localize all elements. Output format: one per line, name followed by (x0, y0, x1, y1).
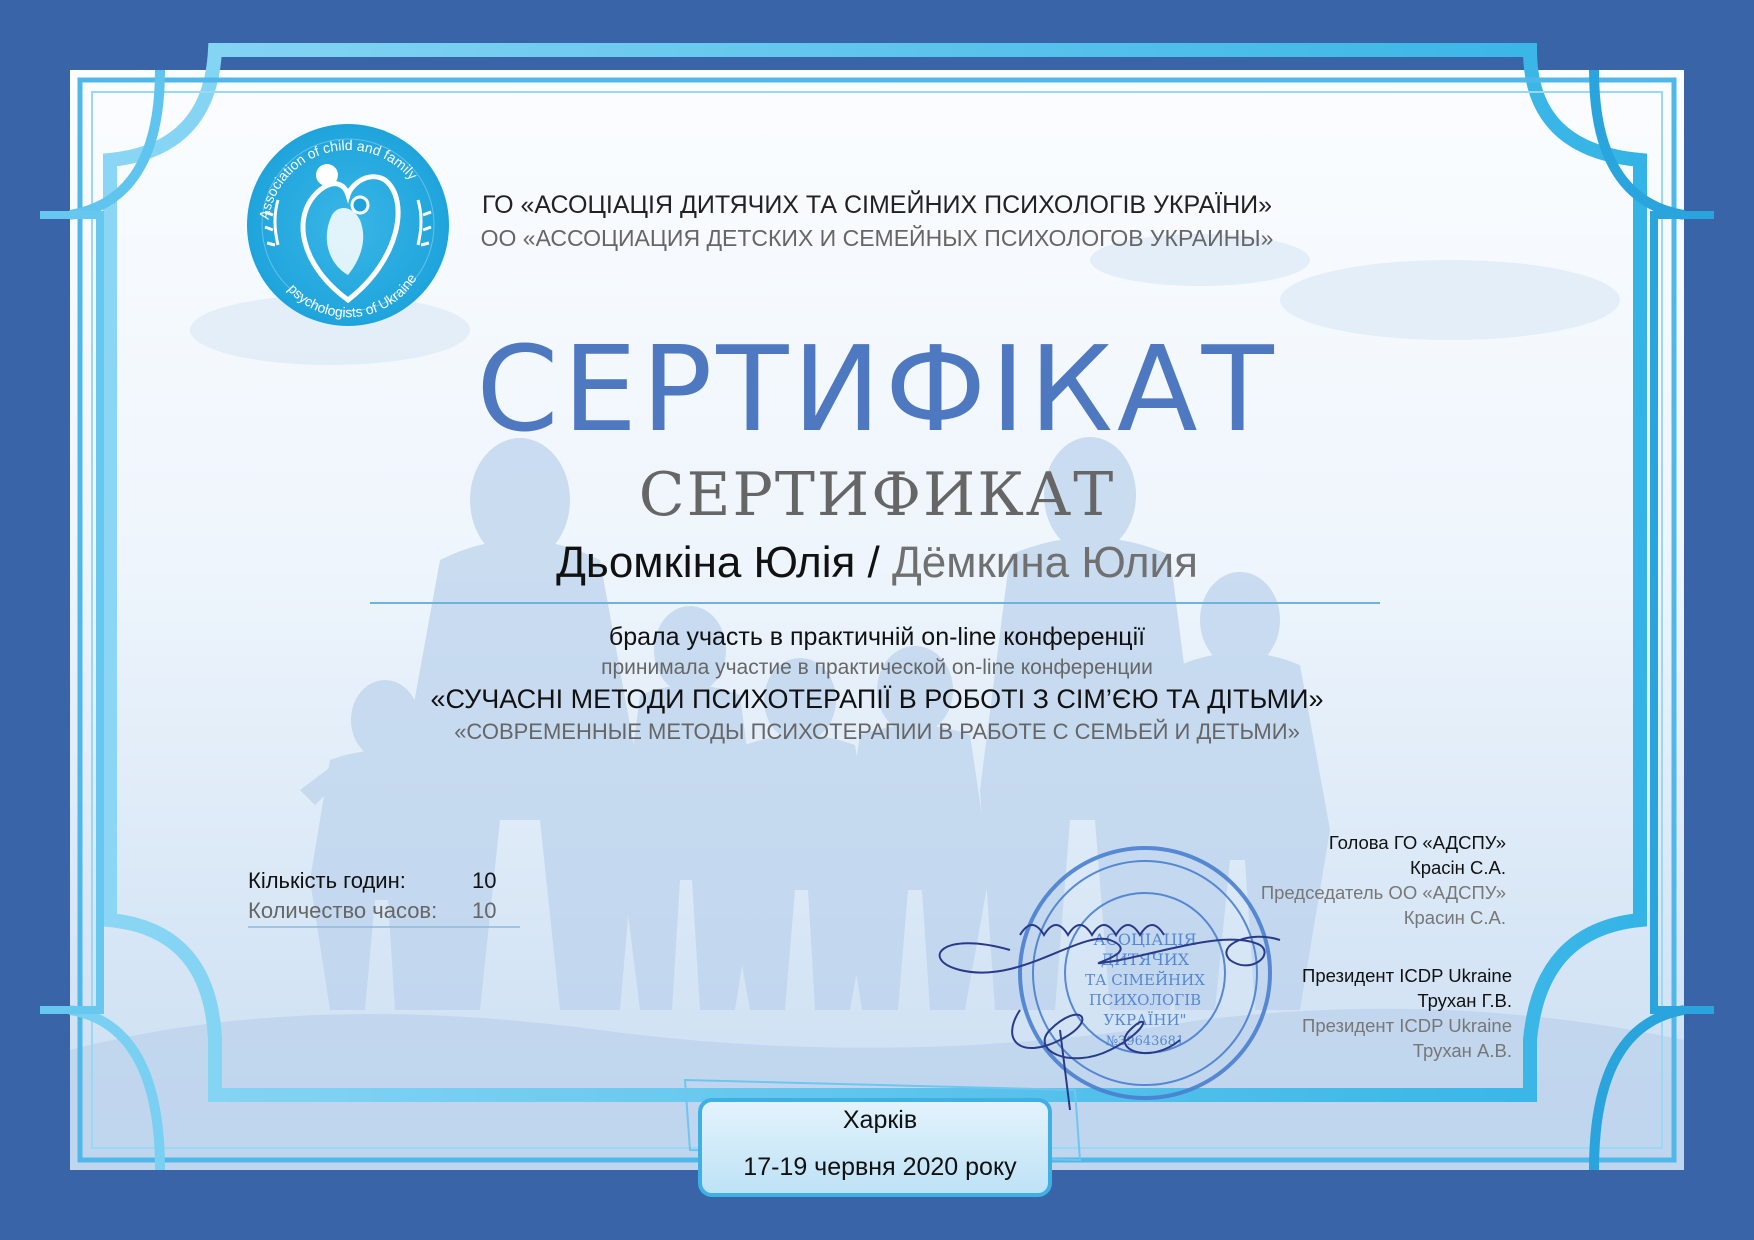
head-name-ru: Красин С.А. (1403, 907, 1506, 928)
footer-city: Харків (842, 1106, 918, 1134)
svg-text:ТА СІМЕЙНИХ: ТА СІМЕЙНИХ (1085, 971, 1205, 989)
svg-text:АСОЦІАЦІЯ: АСОЦІАЦІЯ (1093, 930, 1197, 949)
recipient-name-ua: Дьомкіна Юлія (556, 538, 856, 587)
participation-text-ru: принимала участие в практической on-line конференции (601, 656, 1153, 679)
hours-row-ua (248, 868, 497, 894)
certificate-title-ua: СЕРТИФІКАТ (476, 320, 1278, 458)
president-name-ua: Трухан Г.В. (1417, 990, 1512, 1011)
logo-text-top: Association of child and family (255, 137, 421, 221)
svg-text:ПСИХОЛОГІВ: ПСИХОЛОГІВ (1088, 991, 1202, 1009)
president-title-ru: Президент ICDP Ukraine (1302, 1015, 1512, 1036)
recipient-name (0, 538, 1754, 588)
participation-text-ua: брала участь в практичній on-line конференції (608, 623, 1146, 651)
hours-row-ru (248, 898, 497, 924)
svg-text:УКРАЇНИ": УКРАЇНИ" (1103, 1011, 1187, 1029)
hours-label-ua: Кількість годин: (248, 868, 406, 893)
head-title-ru: Председатель ОО «АДСПУ» (1260, 882, 1506, 903)
organization-name-ru: ОО «АССОЦИАЦИЯ ДЕТСКИХ И СЕМЕЙНЫХ ПСИХОЛОГОВ УКРАИНЫ» (480, 225, 1274, 251)
logo-text-bottom: psychologists of Ukraine (285, 270, 420, 321)
president-title-ua: Президент ICDP Ukraine (1302, 965, 1512, 986)
organization-name-ua: ГО «АСОЦІАЦІЯ ДИТЯЧИХ ТА СІМЕЙНИХ ПСИХОЛОГІВ УКРАЇНИ» (481, 191, 1273, 219)
certificate-title-ru: СЕРТИФИКАТ (638, 460, 1116, 530)
recipient-name-separator: / (855, 538, 892, 587)
head-name-ua: Красін С.А. (1409, 857, 1506, 878)
hours-value-ua: 10 (472, 868, 497, 893)
head-title-ua: Голова ГО «АДСПУ» (1328, 832, 1506, 853)
hours-label-ru: Количество часов: (248, 898, 438, 923)
signatory-president (1302, 963, 1512, 1063)
footer-date: 17-19 червня 2020 року (743, 1153, 1017, 1181)
conference-title-ua: «СУЧАСНІ МЕТОДИ ПСИХОТЕРАПІЇ В РОБОТІ З СІМ’ЄЮ ТА ДІТЬМИ» (430, 684, 1324, 714)
svg-text:ДИТЯЧИХ: ДИТЯЧИХ (1100, 950, 1190, 969)
signatory-head (1261, 830, 1506, 930)
svg-text:№39643681: №39643681 (1105, 1034, 1185, 1049)
president-name-ru: Трухан А.В. (1412, 1040, 1512, 1061)
recipient-name-ru: Дёмкина Юлия (892, 538, 1198, 587)
conference-title-ru: «СОВРЕМЕННЫЕ МЕТОДЫ ПСИХОТЕРАПИИ В РАБОТЕ С СЕМЬЕЙ И ДЕТЬМИ» (454, 719, 1300, 744)
hours-value-ru: 10 (472, 898, 497, 923)
